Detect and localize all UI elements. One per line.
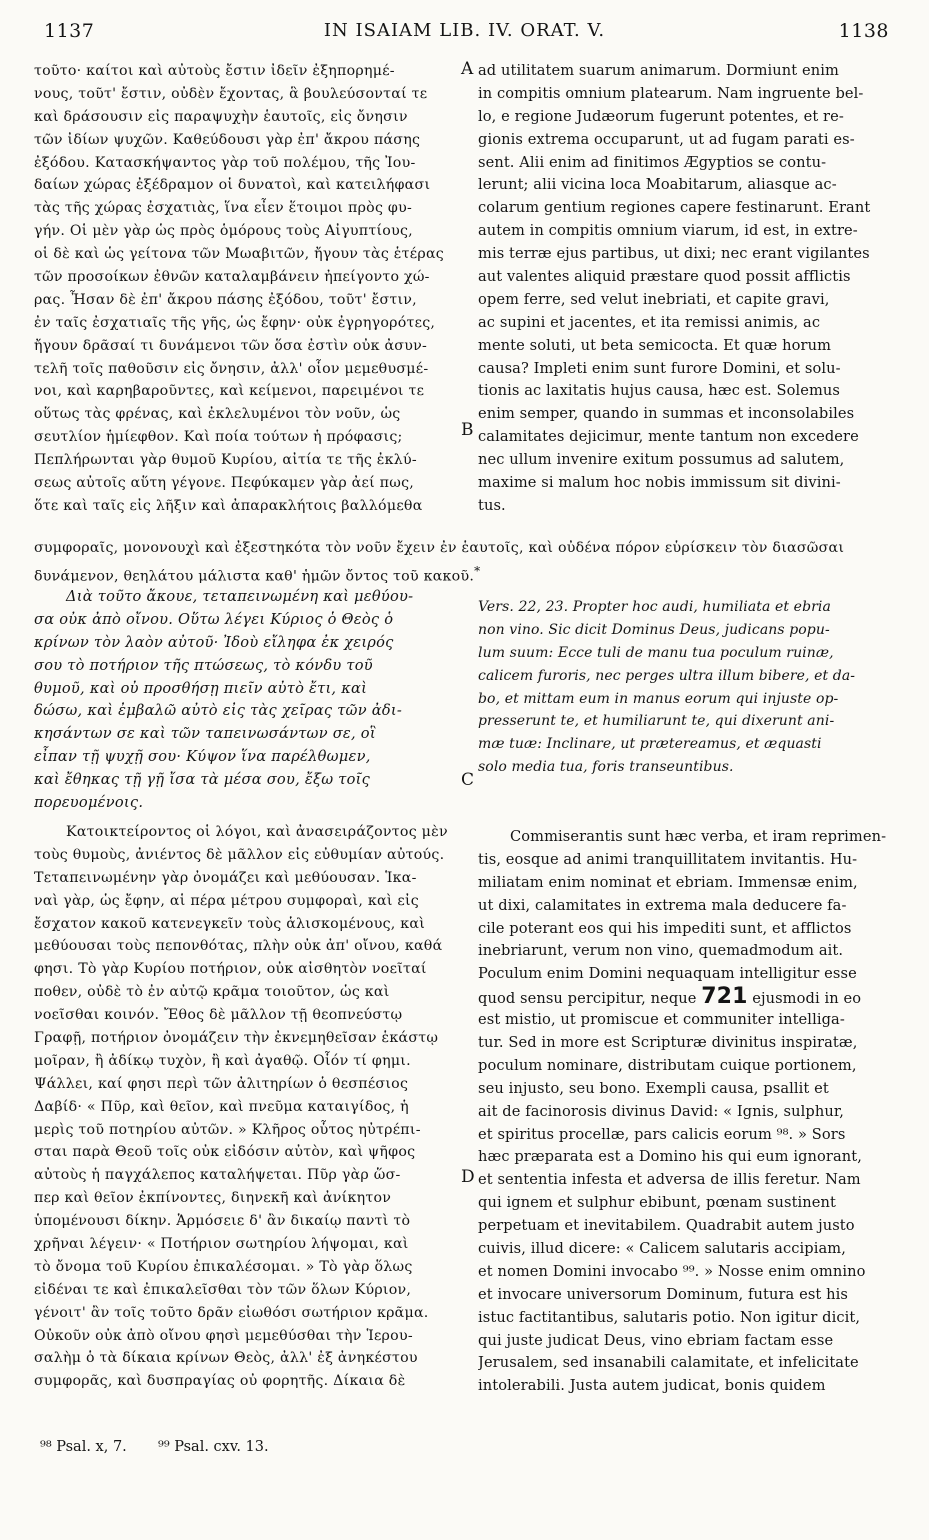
text-line: νους, τοῦτ' ἔστιν, οὐδὲν ἔχοντας, ἃ βουλεύσονταί τε [34, 85, 428, 102]
text-line: istuc factitantibus, salutaris potio. Non igitur dicit, [478, 1308, 861, 1326]
text-line: οὕτως τὰς φρένας, καὶ ἐκλελυμένοι τὸν νοῦν, ὡς [34, 406, 401, 423]
text-line: οἱ δὲ καὶ ὡς γείτονα τῶν Μωαβιτῶν, ἤγουν τὰς ἑτέρας [34, 246, 444, 263]
text-line: τοὺς θυμοὺς, ἀνιέντος δὲ μᾶλλον εἰς εὐθυμίαν αὐτούς. [34, 846, 445, 863]
text-line: aut valentes aliquid præstare quod possit afflictis [478, 268, 851, 286]
text-line: ἤγουν δρᾶσαί τι δυνάμενοι τῶν ὅσα ἐστὶν οὐκ ἀσυν- [34, 337, 427, 354]
text-line: enim semper, quando in summas et inconsolabiles [478, 405, 855, 423]
text-line: συμφορᾶς, καὶ δυσπραγίας οὐ φορητῆς. Δίκαια δὲ [34, 1373, 406, 1390]
text-line: tur. Sed in more est Scripturæ divinitus inspiratæ, [478, 1034, 858, 1052]
text-line: ἐν ταῖς ἐσχατιαῖς τῆς γῆς, ὡς ἔφην· οὐκ ἐγρηγορότες, [34, 314, 436, 331]
text-line: mis terræ ejus partibus, ut dixi; nec erant vigilantes [478, 245, 870, 263]
text-line: σεως αὐτοῖς αὕτη γέγονε. Πεφύκαμεν γὰρ ἀεί πως, [34, 475, 415, 492]
text-line: ac supini et jacentes, et ita remissi animis, ac [478, 313, 821, 331]
text-line: tis, eosque ad animi tranquillitatem invitantis. Hu- [478, 850, 858, 868]
text-line: φησι. Τὸ γὰρ Κυρίου ποτήριον, οὐκ αἰσθητὸν νοεῖταί [34, 961, 427, 978]
text-line: εἶπαν τῇ ψυχῇ σου· Κύψον ἵνα παρέλθωμεν, [34, 748, 371, 766]
text-line: ἔσχατον κακοῦ κατενεγκεῖν τοὺς ἁλισκομένους, καὶ [34, 915, 426, 932]
text-line [478, 986, 893, 1009]
text-line: συμφοραῖς, μονονουχὶ καὶ ἐξεστηκότα τὸν νοῦν ἔχειν ἐν ἑαυτοῖς, καὶ οὐδένα πόρον εὑρίσκειν τὸν διασῶσαι [34, 540, 845, 556]
margin-marker-d: D [461, 1167, 475, 1187]
text-line: bo, et mittam eum in manus eorum qui injuste op- [478, 690, 839, 707]
text-line: ut dixi, calamitates in extrema mala deducere fa- [478, 896, 847, 914]
text-line: maxime si malum hoc nobis immissum sit divini- [478, 474, 841, 492]
text-line: ὑπομένουσι δίκην. Ἁρμόσειε δ' ἂν δικαίῳ παντὶ τὸ [34, 1213, 411, 1230]
footnote-98: ⁹⁸ Psal. x, 7. [40, 1439, 127, 1455]
text-line: ναὶ γὰρ, ὡς ἔφην, αἱ πέρα μέτρου συμφοραὶ, καὶ εἰς [34, 892, 419, 909]
text-line: lum suum: Ecce tuli de manu tua poculum ruinæ, [478, 644, 834, 661]
text-line: Τεταπεινωμένην γὰρ ὀνομάζει καὶ μεθύουσαν. Ἱκα- [34, 869, 417, 886]
text-line: presserunt te, et humiliarunt te, qui dixerunt ani- [478, 713, 835, 730]
text-line: κρίνων τὸν λαὸν αὐτοῦ· Ἰδοὺ εἴληφα ἐκ χειρός [34, 633, 394, 651]
text-line: Διὰ τοῦτο ἄκουε, τεταπεινωμένη καὶ μεθύου- [66, 588, 414, 605]
text-line: gionis extrema occuparunt, ut ad fugam parati es- [478, 130, 855, 148]
greek-continuation-full-width [34, 537, 894, 583]
text-line: miliatam enim nominat et ebriam. Immensæ enim, [478, 873, 858, 891]
text-line: nec ullum invenire exitum possumus ad salutem, [478, 451, 845, 469]
text-line: cuivis, illud dicere: « Calicem salutaris accipiam, [478, 1240, 846, 1258]
text-line: et sententia infesta et adversa de illis feretur. Nam [478, 1171, 861, 1189]
text-line: Οὐκοῦν οὐκ ἀπὸ οἴνου φησὶ μεμεθύσθαι τὴν Ἱερου- [34, 1327, 413, 1344]
text-line: καὶ ἔθηκας τῇ γῇ ἴσα τὰ μέσα σου, ἔξω τοῖς [34, 771, 371, 789]
greek-scripture-quote [34, 586, 460, 815]
text-line: μερὶς τοῦ ποτηρίου αὐτῶν. » Κλῆρος οὗτος ηὐτρέπι- [34, 1121, 421, 1138]
text-line: tionis ac laxitatis hujus causa, hæc est. Solemus [478, 382, 841, 400]
left-page-number: 1137 [44, 20, 95, 42]
text-line: perpetuam et inevitabilem. Quadrabit autem justo [478, 1217, 855, 1235]
text-line: σται παρὰ Θεοῦ τοῖς οὐκ εἰδόσιν αὐτὸν, καὶ ψῆφος [34, 1144, 416, 1161]
text-line: τῶν προσοίκων ἐθνῶν καταλαμβάνειν ἠπείγοντο χώ- [34, 269, 430, 286]
text-line: ὅτε καὶ ταῖς εἰς λῆξιν καὶ ἀπαρακλήτοις βαλλόμεθα [34, 497, 423, 514]
text-line: μοῖραν, ἢ ἀδίκῳ τυχὸν, ἢ καὶ ἀγαθῷ. Οἷόν τί φημι. [34, 1052, 411, 1069]
text-line: Δαβίδ· « Πῦρ, καὶ θεῖον, καὶ πνεῦμα καταιγίδος, ἡ [34, 1098, 409, 1115]
text-line-content: δυνάμενον, θεηλάτου μάλιστα καθ' ἡμῶν ὄντος τοῦ κακοῦ. [34, 568, 475, 583]
text-line: hæc præparata est a Domino his qui eum ignorant, [478, 1148, 863, 1166]
text-line: Jerusalem, sed insanabili calamitate, et infelicitate [478, 1354, 859, 1372]
text-line: autem in compitis omnium viarum, id est, in extre- [478, 222, 858, 240]
text-line: Ψάλλει, καί φησι περὶ τῶν ἀλιτηρίων ὁ θεσπέσιος [34, 1075, 409, 1092]
text-line: τοῦτο· καίτοι καὶ αὐτοὺς ἔστιν ἰδεῖν ἐξηπορημέ- [34, 63, 395, 79]
text-line: ποθεν, οὐδὲ τὸ ἐν αὐτῷ κρᾶμα τοιοῦτον, ὡς καὶ [34, 984, 390, 1001]
text-line: πορευομένοις. [34, 794, 144, 812]
footnotes [40, 1439, 269, 1455]
text-line-content: quod sensu percipitur, neque [478, 990, 697, 1008]
text-line: ait de facinorosis divinus David: « Ignis, sulphur, [478, 1102, 845, 1120]
text-line: Commiserantis sunt hæc verba, et iram reprimen- [510, 828, 887, 845]
latin-commentary [478, 826, 893, 1398]
text-line: qui juste judicat Deus, vino ebriam factam esse [478, 1331, 834, 1349]
text-line: est mistio, ut promiscue et communiter intelliga- [478, 1011, 845, 1029]
text-line: σευτλίον ἡμίεφθον. Καὶ ποία τούτων ἡ πρόφασις; [34, 429, 403, 446]
text-line: Vers. 22, 23. Propter hoc audi, humiliata et ebria [478, 599, 831, 615]
text-line: causa? Impleti enim sunt furore Domini, et solu- [478, 359, 841, 377]
text-line: Γραφῇ, ποτήριον ὀνομάζειν τὴν ἐκνεμηθεῖσαν ἑκάστῳ [34, 1030, 439, 1047]
text-line: et nomen Domini invocabo ⁹⁹. » Nosse enim omnino [478, 1262, 866, 1280]
margin-marker-a: A [461, 59, 474, 79]
text-line: σου τὸ ποτήριον τῆς πτώσεως, τὸ κόνδυ τοῦ [34, 656, 373, 674]
text-line: tus. [478, 496, 506, 514]
text-line [34, 560, 894, 583]
text-line: χρῆναι λέγειν· « Ποτήριον σωτηρίου λήψομαι, καὶ [34, 1236, 409, 1253]
text-line: qui ignem et sulphur ebibunt, pœnam sustinent [478, 1194, 837, 1212]
text-line: Κατοικτείροντος οἱ λόγοι, καὶ ἀνασειράζοντος μὲν [66, 824, 448, 840]
latin-column-section-1 [478, 60, 893, 518]
text-line: τελῆ τοῖς παθοῦσιν εἰς ὄνησιν, ἀλλ' οἷον μεμεθυσμέ- [34, 360, 429, 377]
text-line: Πεπλήρωνται γὰρ θυμοῦ Κυρίου, αἰτία τε τῆς ἐκλύ- [34, 452, 417, 469]
text-line: Poculum enim Domini nequaquam intelligitur esse [478, 965, 857, 983]
text-line: αὐτοὺς ἡ παγχάλεπος καταλήψεται. Πῦρ γὰρ ὥσ- [34, 1167, 401, 1184]
text-line: τὸ ὄνομα τοῦ Κυρίου ἐπικαλέσομαι. » Τὸ γὰρ ὅλως [34, 1258, 413, 1275]
text-line: opem ferre, sed velut inebriati, et capite gravi, [478, 290, 830, 308]
text-line: inebriarunt, verum non vino, quemadmodum ait. [478, 942, 844, 960]
margin-marker-b: B [461, 420, 474, 440]
right-page-number: 1138 [838, 20, 889, 42]
text-line: γήν. Οἱ μὲν γὰρ ὡς πρὸς ὁμόρους τοὺς Αἰγυπτίους, [34, 223, 413, 240]
text-line: τῶν ἰδίων ψυχῶν. Καθεύδουσι γὰρ ἐπ' ἄκρου πάσης [34, 131, 421, 148]
text-line: δώσω, καὶ ἐμβαλῶ αὐτὸ εἰς τὰς χεῖρας τῶν ἀδι- [34, 702, 403, 720]
text-line: νοι, καὶ καρηβαροῦντες, καὶ κείμενοι, παρειμένοι τε [34, 383, 425, 400]
text-line: περ καὶ θεῖον ἐκπίνοντες, διηνεκῆ καὶ ἀνίκητον [34, 1190, 392, 1207]
text-line: seu injusto, seu bono. Exempli causa, psallit et [478, 1079, 829, 1097]
text-line: intolerabili. Justa autem judicat, bonis quidem [478, 1377, 826, 1395]
text-line: σα οὐκ ἀπὸ οἴνου. Οὕτω λέγει Κύριος ὁ Θεὸς ὁ [34, 610, 394, 628]
text-line: δαίων χώρας ἐξέδραμον οἱ δυνατοὶ, καὶ κατειλήφασι [34, 177, 431, 194]
text-line: νοεῖσθαι κοινόν. Ἔθος δὲ μᾶλλον τῇ θεοπνεύστῳ [34, 1007, 403, 1024]
text-line: lerunt; alii vicina loca Moabitarum, aliasque ac- [478, 176, 837, 194]
text-line: calicem furoris, nec perges ultra illum bibere, et da- [478, 667, 856, 684]
text-line: cile poterant eos qui his impediti sunt, et afflictos [478, 919, 852, 937]
latin-scripture-quote [478, 596, 893, 779]
text-line: καὶ δράσουσιν εἰς παραψυχὴν ἑαυτοῖς, εἰς ὄνησιν [34, 108, 408, 125]
column-number: 721 [701, 986, 748, 1010]
text-line: poculum nominare, distributam cuique portionem, [478, 1056, 857, 1074]
text-line: lo, e regione Judæorum fugerunt potentes, et re- [478, 107, 844, 125]
footnote-99: ⁹⁹ Psal. cxv. 13. [158, 1439, 269, 1455]
note-star: * [474, 563, 481, 578]
text-line: mæ tuæ: Inclinare, ut prætereamus, et æquasti [478, 736, 822, 753]
text-line: non vino. Sic dicit Dominus Deus, judicans popu- [478, 621, 830, 638]
text-line: μεθύουσαι τοὺς πεπονθότας, πλὴν οὐκ ἀπ' οἴνου, καθά [34, 938, 443, 955]
text-line: ἐξόδου. Κατασκήψαντος γὰρ τοῦ πολέμου, τῆς Ἰου- [34, 154, 416, 171]
text-line: γένοιτ' ἂν τοῖς τοῦτο δρᾶν εἰωθόσι σωτήριον κρᾶμα. [34, 1304, 429, 1321]
text-line: et spiritus procellæ, pars calicis eorum ⁹⁸. » Sors [478, 1125, 846, 1143]
text-line: θυμοῦ, καὶ οὐ προσθήσῃ πιεῖν αὐτὸ ἔτι, καὶ [34, 679, 368, 697]
text-line-tail: ejusmodi in eo [752, 990, 862, 1008]
running-title: IN ISAIAM LIB. IV. ORAT. V. [323, 20, 606, 41]
text-line: et invocare universorum Dominum, futura est his [478, 1285, 848, 1303]
margin-marker-c: C [461, 770, 475, 790]
text-line: κησάντων σε καὶ τῶν ταπεινωσάντων σε, οἳ [34, 725, 376, 743]
text-line: in compitis omnium platearum. Nam ingruente bel- [478, 84, 864, 102]
greek-column-section-1 [34, 60, 460, 518]
greek-commentary [34, 821, 460, 1393]
text-line: τὰς τῆς χώρας ἐσχατιὰς, ἵνα εἶεν ἕτοιμοι πρὸς φυ- [34, 200, 413, 217]
text-line: εἰδέναι τε καὶ ἐπικαλεῖσθαι τὸν τῶν ὅλων Κύριον, [34, 1281, 412, 1298]
text-line: ρας. Ἦσαν δὲ ἐπ' ἄκρου πάσης ἐξόδου, τοῦτ' ἔστιν, [34, 291, 417, 308]
text-line: calamitates dejicimur, mente tantum non excedere [478, 428, 859, 446]
text-line: ad utilitatem suarum animarum. Dormiunt enim [478, 62, 839, 79]
text-line: σαλὴμ ὁ τὰ δίκαια κρίνων Θεὸς, ἀλλ' ἐξ ἀνηκέστου [34, 1350, 418, 1367]
text-line: sent. Alii enim ad finitimos Ægyptios se contu- [478, 153, 827, 171]
text-line: solo media tua, foris transeuntibus. [478, 759, 734, 776]
text-line: mente soluti, ut beta semicocta. Et quæ horum [478, 336, 832, 354]
text-line: colarum gentium regiones capere festinarunt. Erant [478, 199, 871, 217]
